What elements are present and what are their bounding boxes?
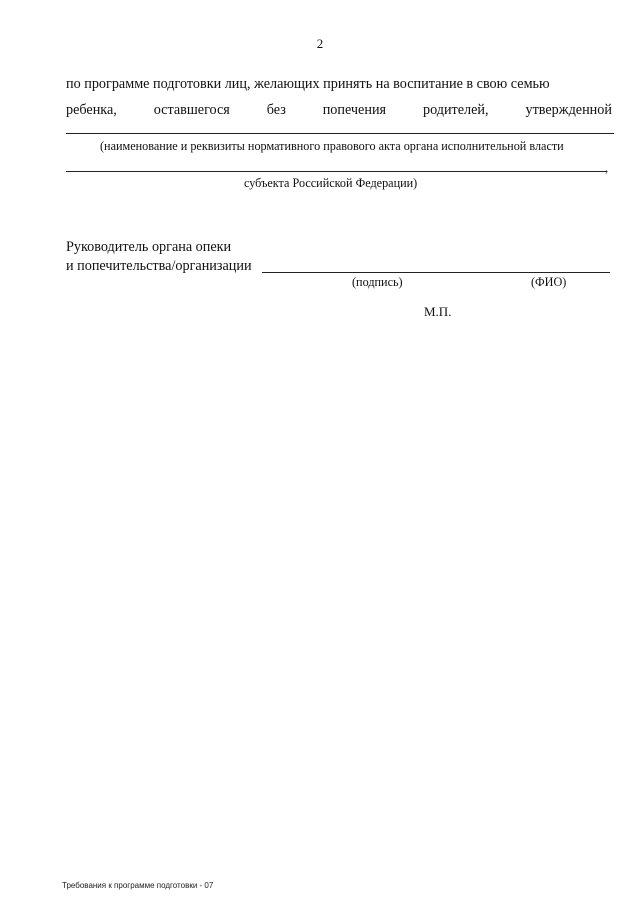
body-text-line-2	[66, 102, 612, 119]
line-2-word-6: утвержденной	[525, 102, 612, 118]
line-2-word-2: оставшегося	[153, 102, 230, 118]
page-footer: Требования к программе подготовки - 07	[62, 881, 214, 890]
rule-trailing-comma: ,	[605, 160, 609, 175]
signature-caption: (подпись)	[352, 275, 403, 289]
line-2-word-3: без	[266, 102, 286, 118]
signer-title-line-2: и попечительства/организации	[66, 258, 252, 274]
body-text-line-1: по программе подготовки лиц, желающих принять на воспитание в свою семью	[66, 76, 550, 92]
fill-in-rule-subject	[66, 171, 606, 172]
line-2-word-5: родителей,	[422, 102, 489, 118]
signer-title-line-1: Руководитель органа опеки	[66, 239, 232, 255]
page-number: 2	[316, 36, 324, 51]
full-name-caption: (ФИО)	[531, 275, 567, 289]
signature-rule	[262, 272, 610, 273]
subject-caption: субъекта Российской Федерации)	[244, 176, 418, 190]
stamp-placeholder: М.П.	[424, 304, 452, 319]
act-name-caption: (наименование и реквизиты нормативного правового акта органа исполнительной власти	[100, 139, 564, 153]
line-2-word-4: попечения	[322, 102, 387, 118]
fill-in-rule-act-name	[66, 133, 614, 134]
line-2-word-1: ребенка,	[66, 102, 117, 118]
